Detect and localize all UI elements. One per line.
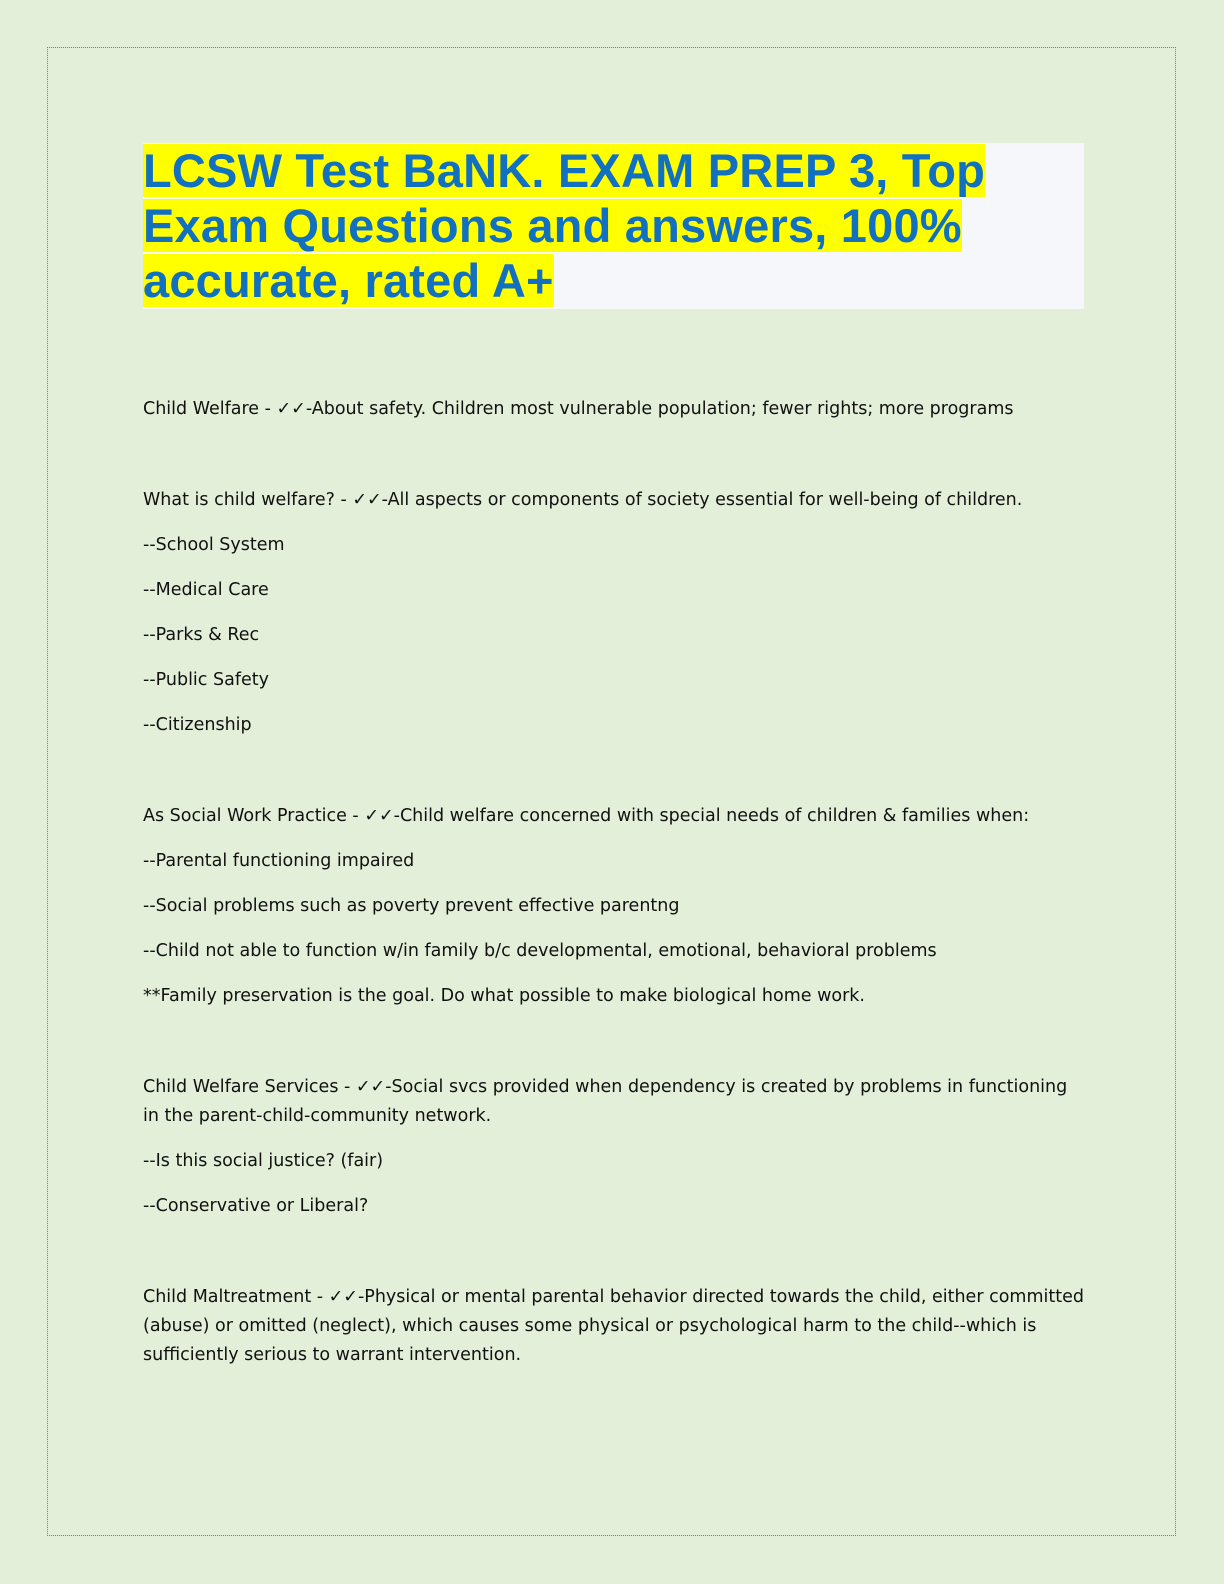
entry-line: --Social problems such as poverty prevent effective parentng [143,896,680,916]
entry-line: --Citizenship [143,715,252,735]
spacer [143,756,1088,802]
entry-text: As Social Work Practice - ✓✓-Child welfare concerned with special needs of children & families when: [143,806,1030,826]
entry-text: Child Maltreatment - ✓✓-Physical or mental parental behavior directed towards the child, either committed (abuse) or omitted (neglect), which causes some physical or psychological harm to the child--which is sufficiently serious to warrant intervention. [143,1287,1084,1365]
spacer [143,440,1088,486]
entry-line: --Public Safety [143,670,269,690]
entry-text: Child Welfare Services - ✓✓-Social svcs provided when dependency is created by problems in functioning in the parent-child-community network. [143,1077,1068,1126]
entry-text: What is child welfare? - ✓✓-All aspects or components of society essential for well-being of children. [143,490,1023,510]
entry-what-is-child-welfare [143,486,1088,740]
entry-line: --Parental functioning impaired [143,851,415,871]
entry-line: --Conservative or Liberal? [143,1196,369,1216]
entry-line: --Parks & Rec [143,625,260,645]
entry-line: **Family preservation is the goal. Do what possible to make biological home work. [143,986,865,1006]
entry-child-maltreatment [143,1283,1088,1370]
entry-line: --Is this social justice? (fair) [143,1151,384,1171]
entry-social-work-practice [143,802,1088,1011]
entry-line: --School System [143,535,285,555]
document-title [143,143,1084,308]
entry-line: --Medical Care [143,580,269,600]
content-area [143,395,1088,1386]
title-block [143,143,1084,309]
spacer [143,1027,1088,1073]
entry-text: Child Welfare - ✓✓-About safety. Children most vulnerable population; fewer rights; more programs [143,399,1014,419]
document-title-text: LCSW Test BaNK. EXAM PREP 3, Top Exam Questions and answers, 100% accurate, rated A+ [143,144,986,307]
entry-line: --Child not able to function w/in family b/c developmental, emotional, behavioral problems [143,941,937,961]
spacer [143,1237,1088,1283]
entry-child-welfare-services [143,1073,1088,1221]
entry-child-welfare [143,395,1088,424]
